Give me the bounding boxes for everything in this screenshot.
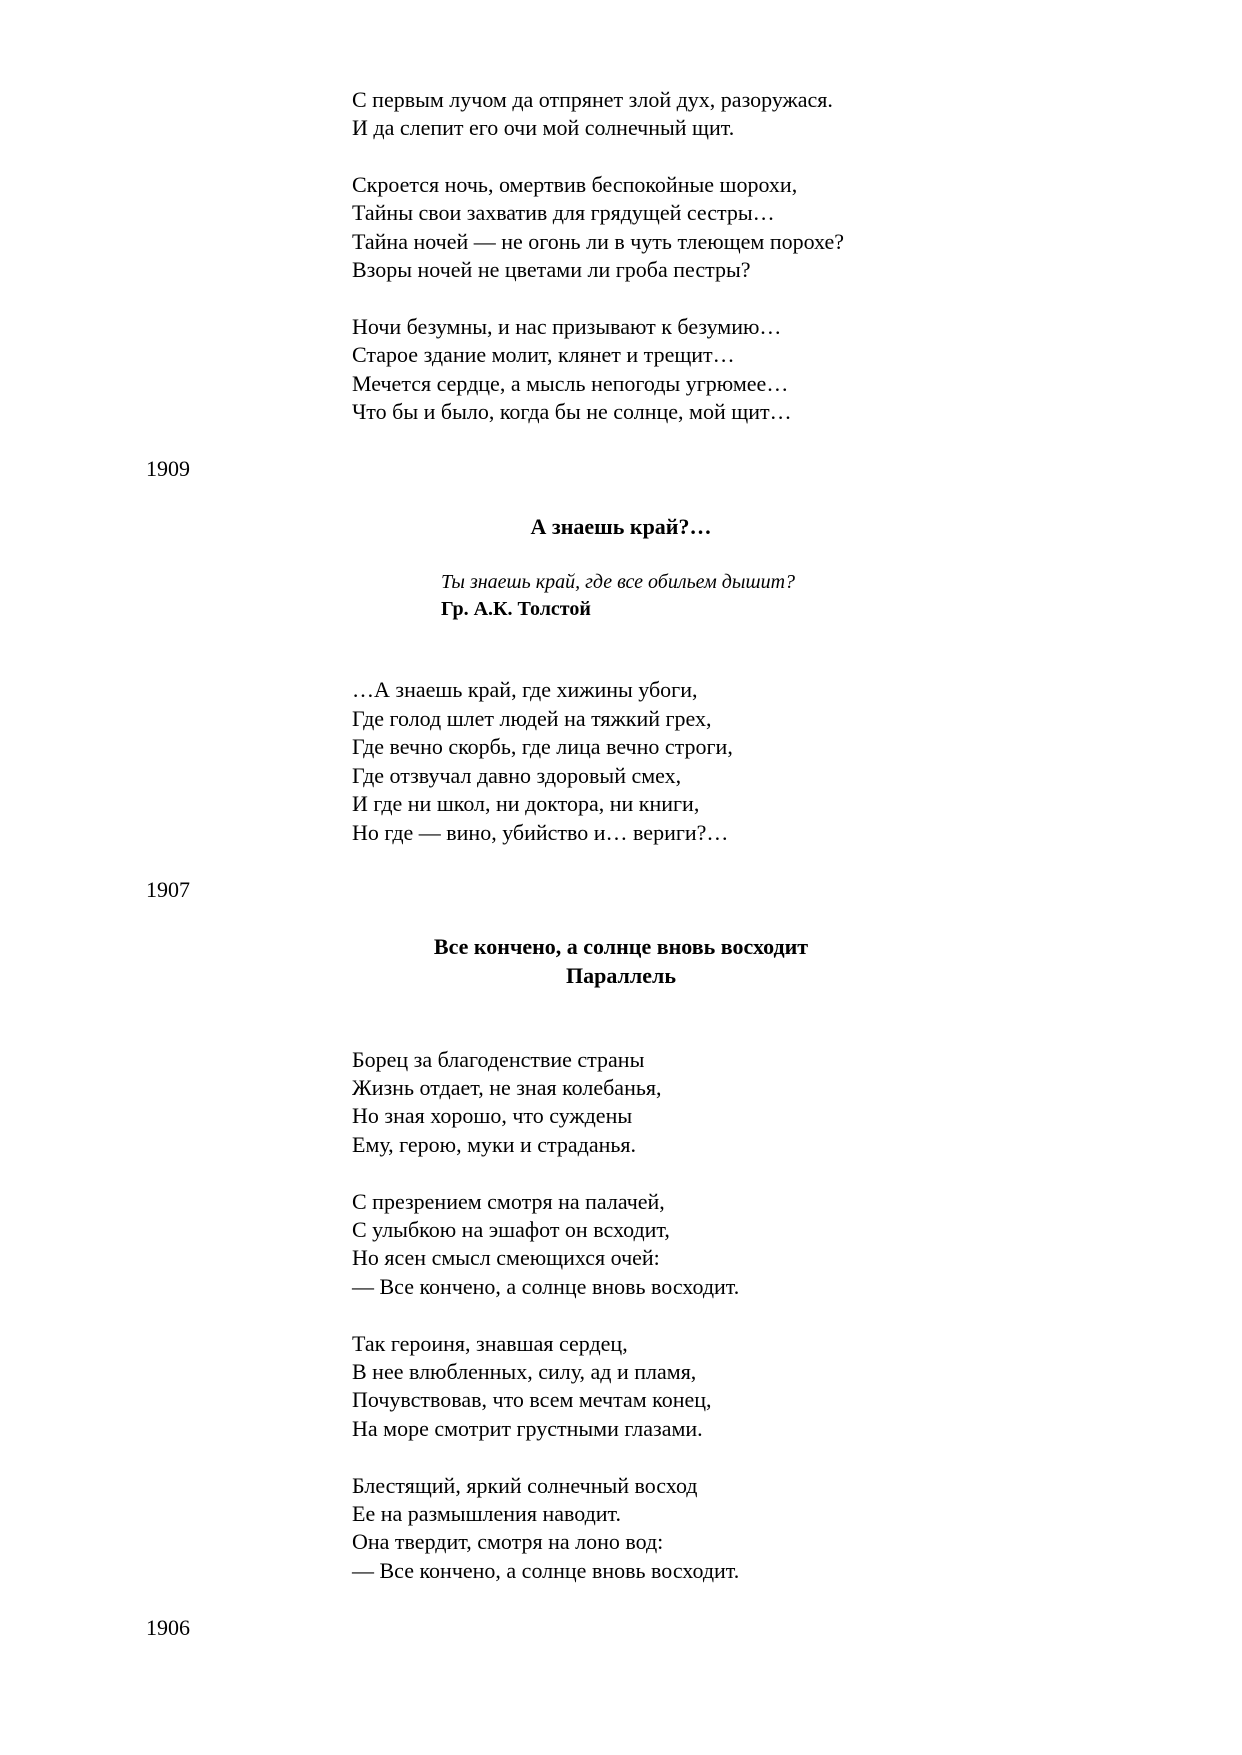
poem-line: Взоры ночей не цветами ли гроба пестры? — [352, 257, 751, 282]
epigraph-author: Гр. А.К. Толстой — [441, 598, 591, 620]
poem-line: Тайны свои захватив для грядущей сестры… — [352, 200, 775, 225]
poem-line: — Все кончено, а солнце вновь восходит. — [352, 1274, 740, 1299]
poem-line: Так героиня, знавшая сердец, — [352, 1331, 628, 1356]
poem-line: С первым лучом да отпрянет злой дух, разоружася. — [352, 87, 833, 112]
poem-line: Ночи безумны, и нас призывают к безумию… — [352, 314, 782, 339]
poem-line: Тайна ночей — не огонь ли в чуть тлеющем порохе? — [352, 229, 845, 254]
poem-line: С презрением смотря на палачей, — [352, 1189, 665, 1214]
poem-line: Где отзвучал давно здоровый смех, — [352, 763, 682, 788]
poem-subtitle: Параллель — [566, 963, 676, 988]
poem-title: Все кончено, а солнце вновь восходит — [433, 934, 809, 959]
poem-line: И да слепит его очи мой солнечный щит. — [352, 115, 735, 140]
poem-line: Скроется ночь, омертвив беспокойные шорохи, — [352, 172, 798, 197]
poem-line: Мечется сердце, а мысль непогоды угрюмее… — [352, 371, 789, 396]
poem-line: На море смотрит грустными глазами. — [352, 1416, 703, 1441]
poem-line: Ему, герою, муки и страданья. — [352, 1132, 637, 1157]
poem-line: Почувствовав, что всем мечтам конец, — [352, 1387, 712, 1412]
poem-line: …А знаешь край, где хижины убоги, — [352, 677, 698, 702]
poem-line: Где голод шлет людей на тяжкий грех, — [352, 706, 712, 731]
epigraph-text: Ты знаешь край, где все обильем дышит? — [441, 571, 796, 593]
poem-line: Но где — вино, убийство и… вериги?… — [352, 820, 729, 845]
poem-line: Но зная хорошо, что суждены — [352, 1103, 633, 1128]
poem-line: В нее влюбленных, силу, ад и пламя, — [352, 1359, 697, 1384]
poem-line: Где вечно скорбь, где лица вечно строги, — [352, 734, 733, 759]
poem-line: Борец за благоденствие страны — [352, 1047, 645, 1072]
poem-line: Она твердит, смотря на лоно вод: — [352, 1529, 664, 1554]
poem-title: А знаешь край?… — [530, 514, 712, 539]
poem-line: Но ясен смысл смеющихся очей: — [352, 1245, 660, 1270]
poem-line: Старое здание молит, клянет и трещит… — [352, 342, 735, 367]
poem-year: 1909 — [146, 456, 190, 481]
poem-line: И где ни школ, ни доктора, ни книги, — [352, 791, 700, 816]
poem-line: Ее на размышления наводит. — [352, 1501, 622, 1526]
poem-line: Что бы и было, когда бы не солнце, мой щит… — [352, 399, 792, 424]
poem-year: 1906 — [146, 1615, 190, 1640]
poem-year: 1907 — [146, 877, 190, 902]
poem-line: С улыбкою на эшафот он всходит, — [352, 1217, 670, 1242]
poem-line: — Все кончено, а солнце вновь восходит. — [352, 1558, 740, 1583]
poem-line: Жизнь отдает, не зная колебанья, — [352, 1075, 662, 1100]
poem-line: Блестящий, яркий солнечный восход — [352, 1473, 698, 1498]
